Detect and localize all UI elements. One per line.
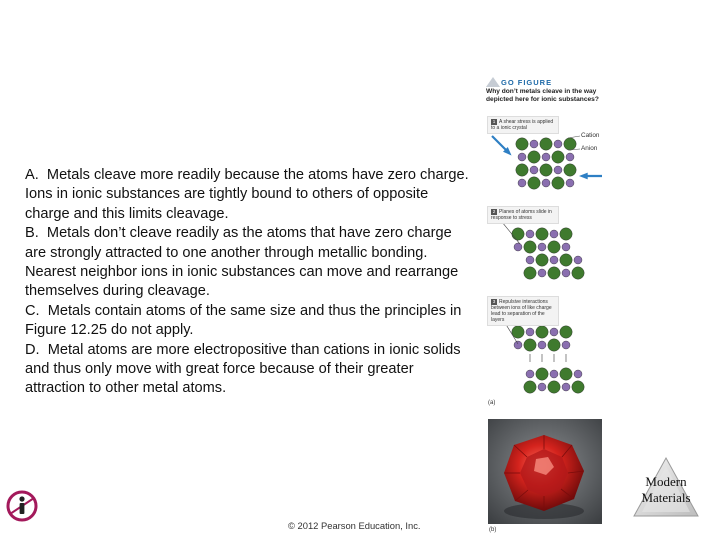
- copyright-text: © 2012 Pearson Education, Inc.: [288, 520, 421, 531]
- anion-sphere: [548, 339, 560, 351]
- cation-sphere: [526, 256, 534, 264]
- cation-sphere: [542, 153, 550, 161]
- legend-cation: Cation: [581, 132, 600, 139]
- answer-letter: A.: [25, 167, 39, 183]
- anion-sphere: [560, 368, 572, 380]
- anion-sphere: [540, 164, 552, 176]
- anion-sphere: [552, 177, 564, 189]
- anion-sphere: [536, 254, 548, 266]
- anion-sphere: [560, 326, 572, 338]
- go-figure-question: Why don’t metals cleave in the way depicted here for ionic substances?: [486, 88, 599, 103]
- step-3-caption: [487, 296, 559, 326]
- cation-sphere: [566, 153, 574, 161]
- anion-sphere: [536, 368, 548, 380]
- anion-sphere: [516, 164, 528, 176]
- cation-sphere: [526, 370, 534, 378]
- cation-sphere: [514, 243, 522, 251]
- anion-sphere: [564, 138, 576, 150]
- info-logo-icon: [6, 490, 38, 522]
- cation-sphere: [562, 383, 570, 391]
- anion-sphere: [552, 151, 564, 163]
- cation-sphere: [538, 243, 546, 251]
- cation-sphere: [562, 243, 570, 251]
- go-figure-header: [484, 74, 608, 104]
- answer-choice-a: [25, 166, 470, 224]
- anion-sphere: [516, 138, 528, 150]
- ionic-cleavage-figure: [484, 74, 608, 410]
- anion-sphere: [560, 228, 572, 240]
- panel-a-label: (a): [488, 400, 496, 406]
- answer-text: Metals cleave more readily because the atoms have zero charge. Ions in ionic substances are tightly bound to others of opposite charge and this limits cleavage.: [25, 167, 469, 222]
- legend-cation-pointer: [568, 136, 580, 138]
- anion-sphere: [512, 228, 524, 240]
- answer-choices: [25, 166, 470, 399]
- cation-sphere: [550, 256, 558, 264]
- cation-sphere: [518, 153, 526, 161]
- cation-sphere: [554, 166, 562, 174]
- go-figure-triangle-icon: [486, 77, 500, 87]
- cation-sphere: [566, 179, 574, 187]
- ruby-gem-image: [488, 419, 602, 524]
- anion-sphere: [536, 228, 548, 240]
- cation-sphere: [530, 140, 538, 148]
- step-1-caption: [487, 116, 559, 134]
- anion-sphere: [548, 241, 560, 253]
- answer-text: Metals contain atoms of the same size and thus the principles in Figure 12.25 do not apply.: [25, 302, 462, 339]
- cation-sphere: [530, 166, 538, 174]
- pearson-info-logo: [6, 490, 38, 522]
- answer-text: Metals don’t cleave readily as the atoms that have zero charge are strongly attracted to one another through metallic bonding. Nearest neighbor ions in ionic substances can move and rearrange themselves during cleavage.: [25, 225, 459, 300]
- cation-sphere: [542, 179, 550, 187]
- anion-sphere: [572, 381, 584, 393]
- step-text: Repulsive interactions between ions of like charge lead to separation of the layers: [491, 299, 552, 323]
- anion-sphere: [548, 267, 560, 279]
- cation-sphere: [518, 179, 526, 187]
- cation-sphere: [550, 230, 558, 238]
- anion-sphere: [572, 267, 584, 279]
- cation-sphere: [574, 370, 582, 378]
- anion-sphere: [564, 164, 576, 176]
- answer-letter: C.: [25, 302, 40, 319]
- cation-sphere: [538, 269, 546, 277]
- shear-arrow-right-head: [579, 173, 588, 180]
- anion-sphere: [540, 138, 552, 150]
- legend-anion: Anion: [581, 145, 598, 152]
- cation-sphere: [574, 256, 582, 264]
- cation-sphere: [514, 341, 522, 349]
- answer-choice-c: [25, 302, 470, 341]
- step-number: 3: [492, 299, 496, 304]
- answer-choice-b: [25, 224, 470, 302]
- go-figure-label: GO FIGURE: [501, 78, 553, 87]
- step-text: Planes of atoms slide in response to stress: [491, 209, 552, 221]
- anion-sphere: [560, 254, 572, 266]
- anion-sphere: [536, 326, 548, 338]
- cation-sphere: [550, 328, 558, 336]
- cation-sphere: [562, 341, 570, 349]
- modern-materials-nav-button[interactable]: [632, 456, 700, 518]
- answer-choice-d: [25, 341, 470, 399]
- step-text: A shear stress is applied to a ionic crystal: [491, 119, 554, 131]
- step-2-caption: [487, 206, 559, 224]
- anion-sphere: [524, 267, 536, 279]
- cation-sphere: [538, 341, 546, 349]
- cation-sphere: [526, 230, 534, 238]
- step-number: 1: [492, 119, 496, 124]
- cation-sphere: [562, 269, 570, 277]
- ruby-gem-photo: [488, 419, 602, 524]
- anion-sphere: [512, 326, 524, 338]
- anion-sphere: [528, 151, 540, 163]
- anion-sphere: [524, 381, 536, 393]
- modern-materials-label: Modern Materials: [641, 474, 691, 505]
- answer-letter: B.: [25, 225, 39, 242]
- answer-letter: D.: [25, 341, 40, 358]
- step-number: 2: [492, 209, 496, 214]
- cation-sphere: [538, 383, 546, 391]
- anion-sphere: [524, 339, 536, 351]
- panel-b-label: (b): [489, 527, 497, 533]
- cation-sphere: [526, 328, 534, 336]
- cation-sphere: [554, 140, 562, 148]
- cation-sphere: [550, 370, 558, 378]
- anion-sphere: [524, 241, 536, 253]
- answer-text: Metal atoms are more electropositive than cations in ionic solids and thus only move with great force because of their greater attraction to other metal atoms.: [25, 341, 461, 397]
- anion-sphere: [548, 381, 560, 393]
- anion-sphere: [528, 177, 540, 189]
